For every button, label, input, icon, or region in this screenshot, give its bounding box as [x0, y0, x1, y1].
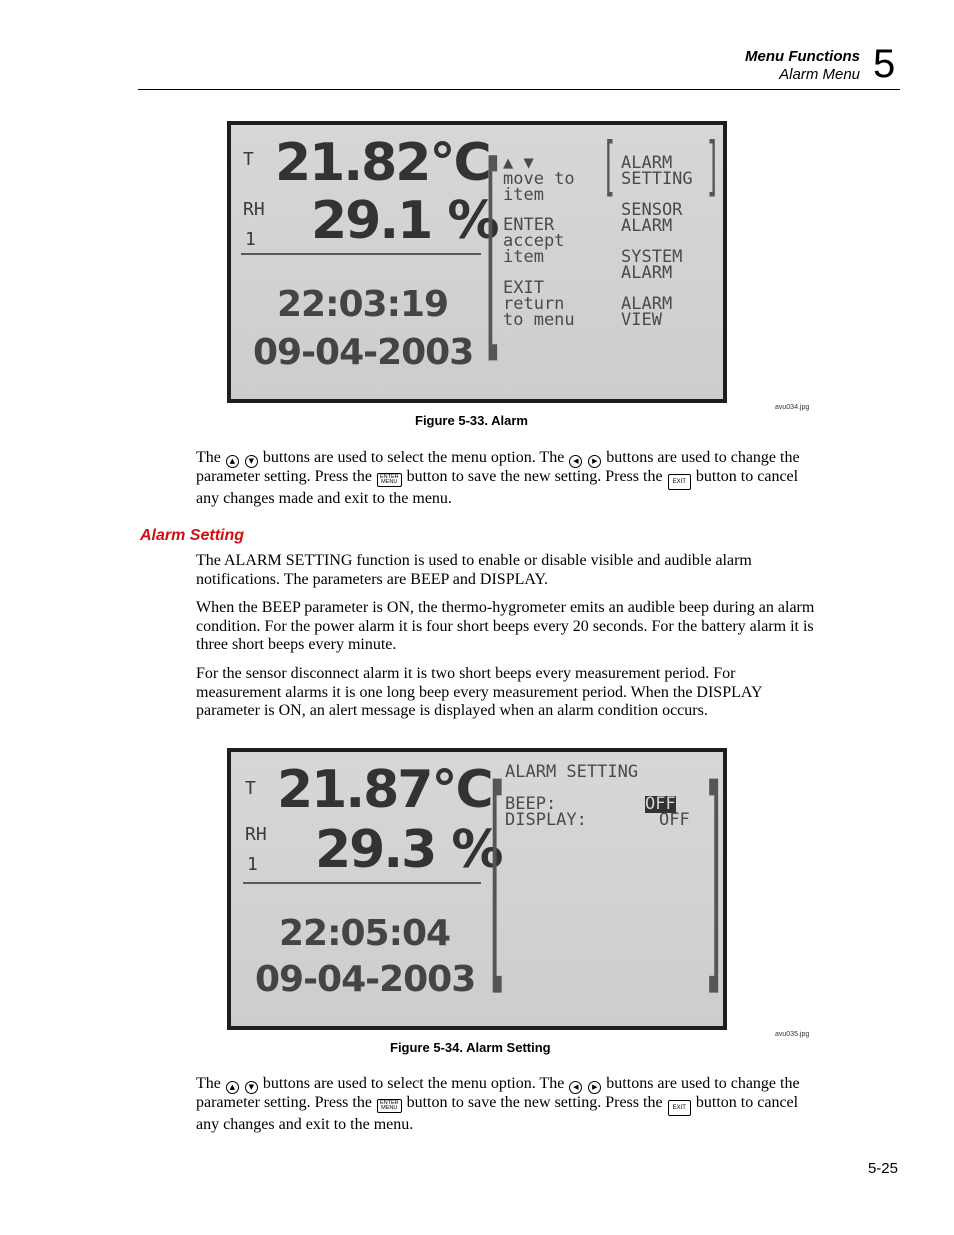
body-paragraph: For the sensor disconnect alarm it is two short beeps every measurement period. For measurement alarms it is one long beep every measurement period. When the DISPLAY parameter is ON, an alert message is displayed when an alarm condition occurs.: [196, 665, 762, 720]
right-button-icon: ▶: [588, 1081, 601, 1094]
header-title: Menu Functions: [745, 48, 860, 65]
lcd-temp-label: T: [245, 778, 256, 799]
lcd-display-value: OFF: [659, 810, 690, 830]
lcd-help-text: item: [503, 185, 544, 205]
lcd-right-bracket: ]: [705, 752, 722, 1018]
lcd-date: 09-04-2003: [255, 959, 476, 1000]
lcd-rh-label: RH: [245, 824, 267, 845]
lcd-rh-label: RH: [243, 199, 265, 220]
lcd-help-text: to menu: [503, 310, 575, 330]
lcd-menu-bracket-left: [: [605, 130, 615, 204]
left-button-icon: ◀: [569, 1081, 582, 1094]
lcd-figure-alarm: [227, 121, 727, 403]
exit-key-icon: EXIT: [668, 1100, 691, 1116]
up-button-icon: ▲: [226, 1081, 239, 1094]
body-paragraph: When the BEEP parameter is ON, the thermo-hygrometer emits an audible beep during an alarm condition. For the power alarm it is four short beeps every 20 seconds. For the battery alarm it is three short beeps every minute.: [196, 599, 815, 654]
lcd-help-text: accept: [503, 231, 565, 251]
lcd-screen: [231, 125, 723, 399]
figure-source: avu035.jpg: [775, 1031, 810, 1038]
lcd-menu-bracket-right: ]: [707, 130, 717, 204]
lcd-display-label: DISPLAY:: [505, 810, 587, 830]
lcd-menu-item: SYSTEM: [621, 247, 683, 267]
lcd-beep-label: BEEP:: [505, 794, 557, 814]
left-button-icon: ◀: [569, 455, 582, 468]
lcd-divider: [243, 882, 481, 884]
page-number: 5-25: [867, 1160, 898, 1177]
lcd-screen: [231, 752, 723, 1026]
lcd-menu-item: ALARM: [621, 263, 673, 283]
instructions-paragraph: The ▲ ▼ buttons are used to select the menu option. The ◀ ▶ buttons are used to change the parameter setting. Press the ENTER MENU button to save the new setting. Press the EXIT button to cancel any changes and exit to the menu.: [196, 1075, 800, 1133]
lcd-date: 09-04-2003: [253, 332, 474, 373]
chapter-number: 5: [873, 42, 896, 86]
lcd-help-updown: ▲ ▼: [503, 153, 534, 173]
lcd-time: 22:03:19: [277, 284, 449, 325]
lcd-left-bracket: [: [485, 125, 502, 385]
lcd-help-text: move to: [503, 169, 575, 189]
enter-menu-key-icon: ENTER MENU: [377, 473, 402, 487]
lcd-menu-item: ALARM: [621, 153, 673, 173]
down-button-icon: ▼: [245, 1081, 258, 1094]
lcd-help-text: return: [503, 294, 565, 314]
lcd-rh-index: 1: [247, 854, 258, 875]
lcd-rh-index: 1: [245, 229, 256, 250]
lcd-menu-item: ALARM: [621, 216, 673, 236]
down-button-icon: ▼: [245, 455, 258, 468]
figure-caption: Figure 5-34. Alarm Setting: [390, 1040, 551, 1055]
lcd-left-bracket: [: [489, 752, 506, 1018]
lcd-setting-title: ALARM SETTING: [505, 762, 639, 782]
figure-source: avu034.jpg: [775, 404, 810, 411]
lcd-help-text: item: [503, 247, 544, 267]
lcd-figure-alarm-setting: [227, 748, 727, 1030]
section-heading: Alarm Setting: [140, 527, 245, 544]
lcd-help-text: ENTER: [503, 215, 555, 235]
lcd-menu-item: SETTING: [621, 169, 693, 189]
lcd-divider: [241, 253, 481, 255]
lcd-humidity: 29.1 %: [311, 191, 498, 251]
lcd-menu-item: VIEW: [621, 310, 662, 330]
lcd-menu-item: ALARM: [621, 294, 673, 314]
header-subtitle: Alarm Menu: [779, 66, 860, 83]
figure-caption: Figure 5-33. Alarm: [415, 413, 528, 428]
lcd-temp-label: T: [243, 149, 254, 170]
header-rule: [138, 89, 900, 90]
right-button-icon: ▶: [588, 455, 601, 468]
lcd-menu-item: SENSOR: [621, 200, 683, 220]
lcd-time: 22:05:04: [279, 913, 451, 954]
enter-menu-key-icon: ENTER MENU: [377, 1099, 402, 1113]
instructions-paragraph: The ▲ ▼ buttons are used to select the menu option. The ◀ ▶ buttons are used to change the parameter setting. Press the ENTER MENU button to save the new setting. Press the EXIT button to cancel any changes made and exit to the menu.: [196, 449, 800, 507]
lcd-humidity: 29.3 %: [315, 820, 502, 880]
lcd-temperature: 21.87°C: [277, 760, 492, 820]
lcd-beep-value: OFF: [645, 794, 676, 814]
lcd-help-text: EXIT: [503, 278, 544, 298]
lcd-temperature: 21.82°C: [275, 133, 490, 193]
body-paragraph: The ALARM SETTING function is used to enable or disable visible and audible alarm notifications. The parameters are BEEP and DISPLAY.: [196, 552, 752, 588]
exit-key-icon: EXIT: [668, 474, 691, 490]
up-button-icon: ▲: [226, 455, 239, 468]
